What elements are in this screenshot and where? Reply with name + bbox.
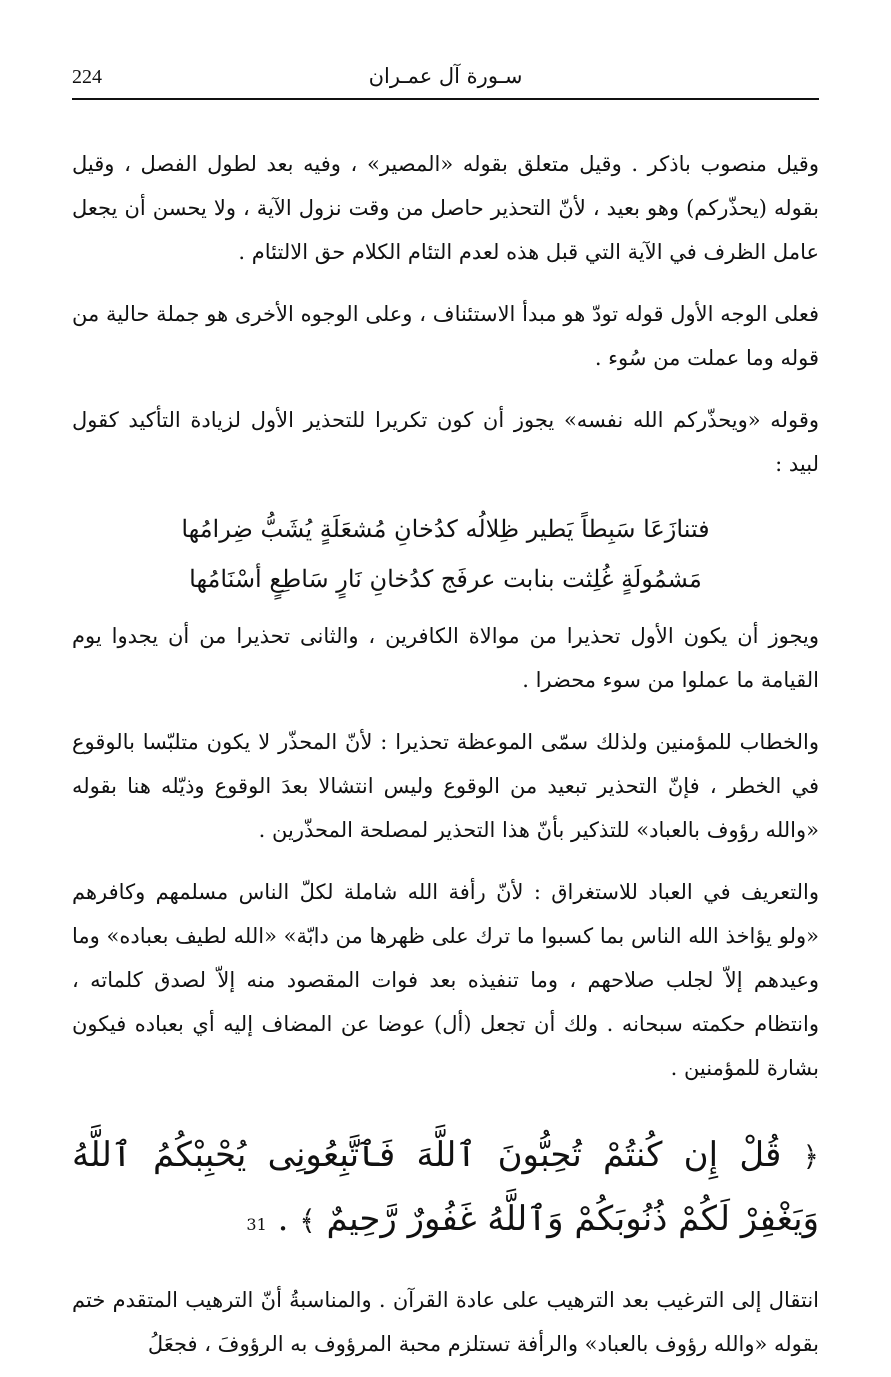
page-number: 224 [72, 66, 102, 88]
ayah-number: 31 [246, 1215, 267, 1234]
paragraph-7: انتقال إلى الترغيب بعد الترهيب على عادة القرآن . والمناسبةُ أنّ الترهيب المتقدم ختم بقوله «والله رؤوف بالعباد» والرأفة تستلزم محبة المرؤوف به الرؤوفَ ، فجعَلُ [72, 1288, 819, 1356]
paragraph-1: وقيل منصوب باذكر . وقيل متعلق بقوله «المصير» ، وفيه بعد لطول الفصل ، وقيل بقوله (يحذّركم) وهو بعيد ، لأنّ التحذير حاصل من وقت نزول الآية ، ولا يحسن أن يجعل عامل الظرف في الآية التي قبل هذه لعدم التئام الكلام حق الالتئام . [72, 152, 819, 264]
paragraph-6: والتعريف في العباد للاستغراق : لأنّ رأفة الله شاملة لكلّ الناس مسلمهم وكافرهم «ولو يؤاخذ الله الناس بما كسبوا ما ترك على ظهرها من دابّة» «الله لطيف بعباده» وما وعيدهم إلاّ لجلب صلاحهم ، وما تنفيذه بعد فوات المقصود منه إلاّ لصدق كلماته ، وانتظام حكمته سبحانه . ولك أن تجعل (أل) عوضا عن المضاف إليه أي بعباده فيكون بشارة للمؤمنين . [72, 880, 819, 1080]
quran-text: قُلْ إِن كُنتُمْ تُحِبُّونَ ٱللَّهَ فَٱتَّبِعُونِى يُحْبِبْكُمُ ٱللَّهُ وَيَغْفِرْ لَكُمْ ذُنُوبَكُمْ وَٱللَّهُ غَفُورٌ رَّحِيمٌ [72, 1135, 819, 1239]
header-rule [72, 98, 819, 100]
quran-verse [72, 1124, 819, 1256]
quran-open-bracket: ﴿ [802, 1140, 819, 1173]
poetry-line-1: فتنازَعَا سَبِطاً يَطير ظِلالُه كدُخانِ مُشعَلَةٍ يُشَبُّ ضِرامُها [181, 515, 710, 543]
poetry-verse [72, 504, 819, 604]
running-title: سـورة آل عمـران [368, 64, 523, 88]
paragraph-5: والخطاب للمؤمنين ولذلك سمّى الموعظة تحذيرا : لأنّ المحذّر لا يكون متلبّسا بالوقوع في الخطر ، فإنّ التحذير تبعيد من الوقوع وليس انتشالا بعدَ الوقوع وذيّله هنا بقوله «والله رؤوف بالعباد» للتذكير بأنّ هذا التحذير لمصلحة المحذّرين . [72, 730, 819, 842]
quran-trail: . [277, 1199, 289, 1239]
poetry-line-2: مَشمُولَةٍ غُلِثت بنابت عرفَج كدُخانِ نَارٍ سَاطِعٍ أسْنَامُها [189, 565, 702, 593]
page-header [72, 0, 819, 100]
paragraph-4: ويجوز أن يكون الأول تحذيرا من موالاة الكافرين ، والثانى تحذيرا من أن يجدوا يوم القيامة ما عملوا من سوء محضرا . [72, 624, 819, 692]
paragraph-2: فعلى الوجه الأول قوله تودّ هو مبدأ الاستئناف ، وعلى الوجوه الأخرى هو جملة حالية من قوله وما عملت من سُوء . [72, 302, 819, 370]
page-body [72, 142, 819, 1366]
quran-close-bracket: ﴾ [299, 1204, 316, 1237]
paragraph-3: وقوله «ويحذّركم الله نفسه» يجوز أن كون تكريرا للتحذير الأول لزيادة التأكيد كقول لبيد : [72, 408, 819, 476]
